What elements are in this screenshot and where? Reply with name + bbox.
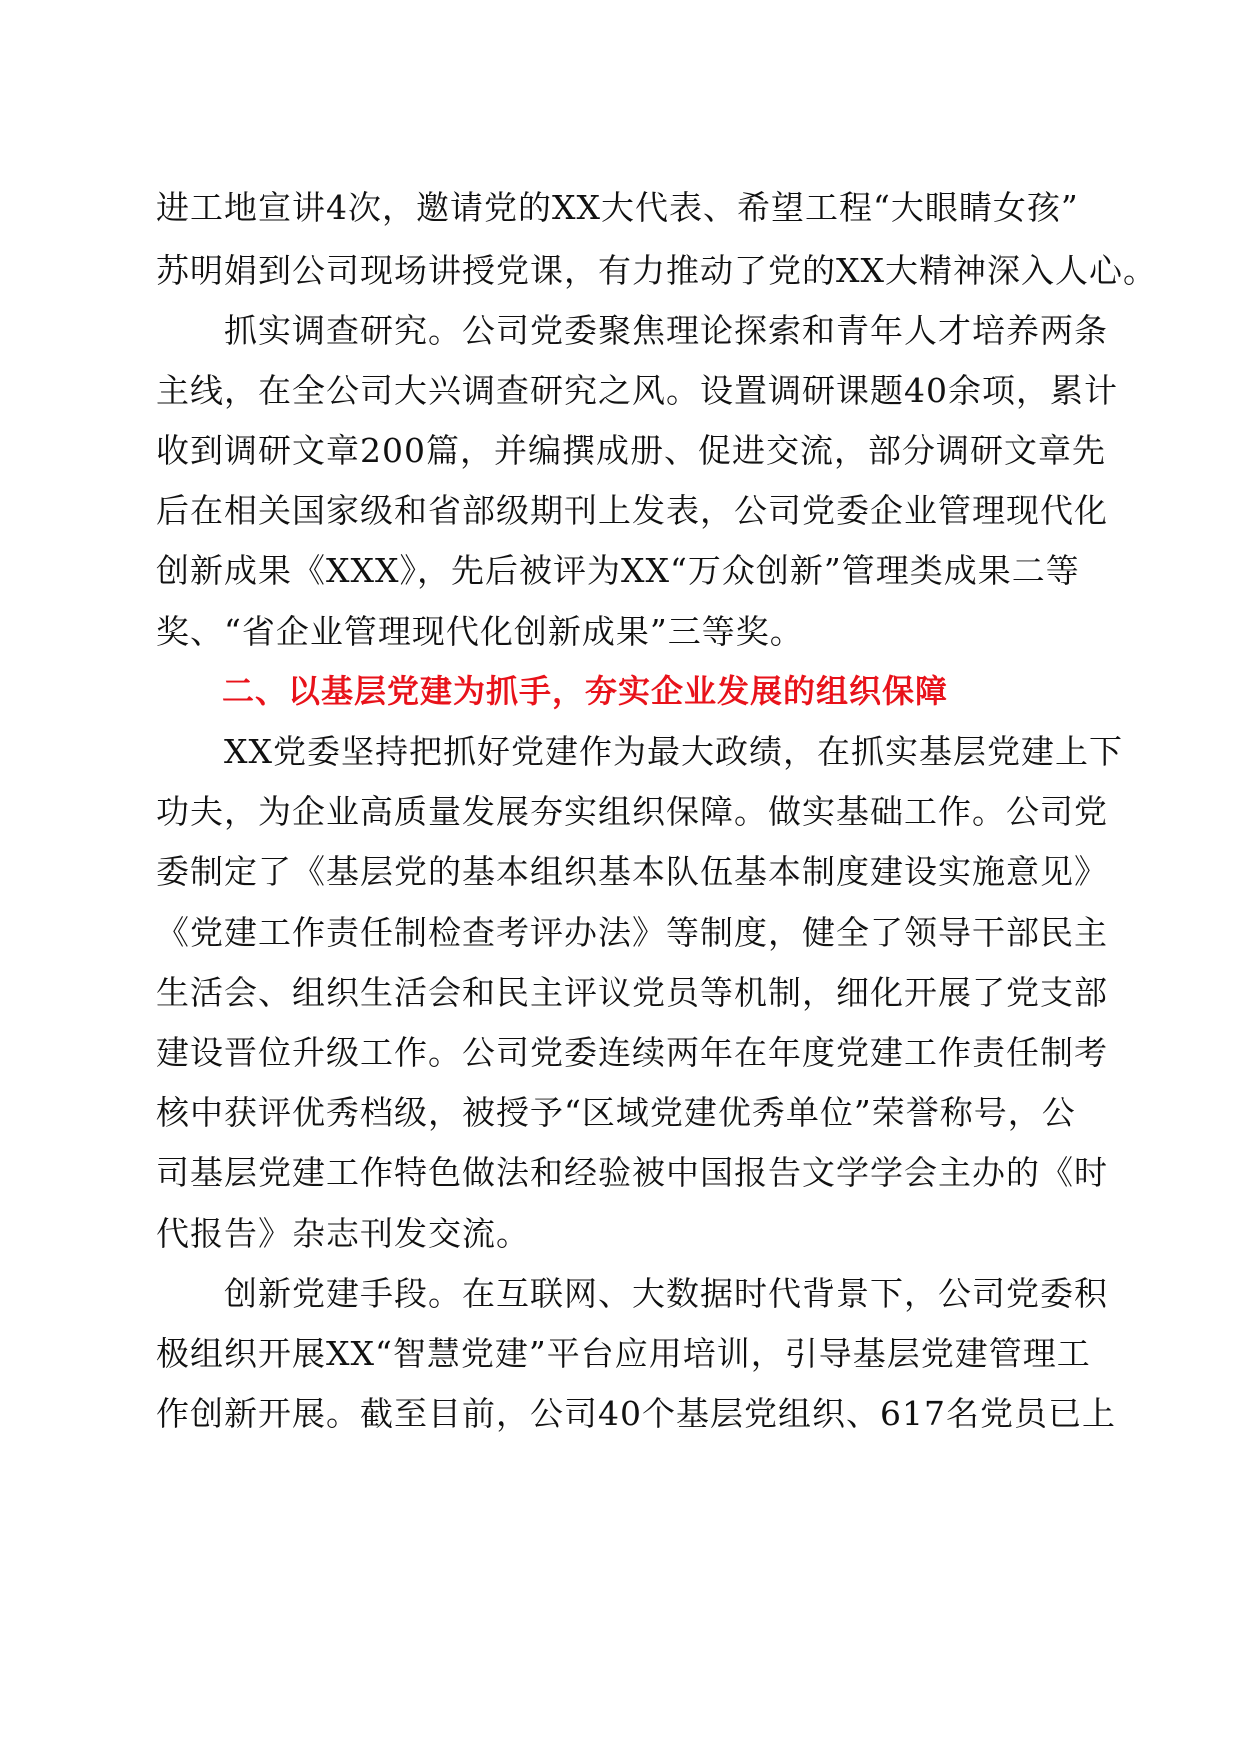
text-line: 奖、“省企业管理现代化创新成果”三等奖。 — [156, 612, 804, 651]
text-line: 抓实调查研究。公司党委聚焦理论探索和青年人才培养两条 — [156, 311, 1108, 350]
text-line: 代报告》杂志刊发交流。 — [156, 1214, 530, 1253]
text-line: 极组织开展XX“智慧党建”平台应用培训，引导基层党建管理工 — [156, 1334, 1091, 1373]
text-line: 生活会、组织生活会和民主评议党员等机制，细化开展了党支部 — [156, 973, 1108, 1012]
section-heading: 二、以基层党建为抓手，夯实企业发展的组织保障 — [222, 672, 949, 710]
text-line: 苏明娟到公司现场讲授党课，有力推动了党的XX大精神深入人心。 — [156, 251, 1157, 290]
text-line: 创新成果《XXX》，先后被评为XX“万众创新”管理类成果二等 — [156, 551, 1080, 590]
text-line: 司基层党建工作特色做法和经验被中国报告文学学会主办的《时 — [156, 1153, 1108, 1192]
text-line: 建设晋位升级工作。公司党委连续两年在年度党建工作责任制考 — [156, 1033, 1108, 1072]
text-line: 进工地宣讲4次，邀请党的XX大代表、希望工程“大眼睛女孩” — [156, 188, 1079, 227]
text-line: 核中获评优秀档级，被授予“区域党建优秀单位”荣誉称号，公 — [156, 1093, 1076, 1132]
text-line: 委制定了《基层党的基本组织基本队伍基本制度建设实施意见》 — [156, 852, 1108, 891]
text-line: 主线，在全公司大兴调查研究之风。设置调研课题40余项，累计 — [156, 371, 1118, 410]
text-line: XX党委坚持把抓好党建作为最大政绩，在抓实基层党建上下 — [156, 732, 1123, 771]
text-line: 作创新开展。截至目前，公司40个基层党组织、617名党员已上 — [156, 1394, 1116, 1433]
text-line: 功夫，为企业高质量发展夯实组织保障。做实基础工作。公司党 — [156, 792, 1108, 831]
text-line: 创新党建手段。在互联网、大数据时代背景下，公司党委积 — [156, 1274, 1108, 1313]
text-line: 收到调研文章200篇，并编撰成册、促进交流，部分调研文章先 — [156, 431, 1106, 470]
text-line: 后在相关国家级和省部级期刊上发表，公司党委企业管理现代化 — [156, 491, 1108, 530]
text-line: 《党建工作责任制检查考评办法》等制度，健全了领导干部民主 — [156, 913, 1108, 952]
